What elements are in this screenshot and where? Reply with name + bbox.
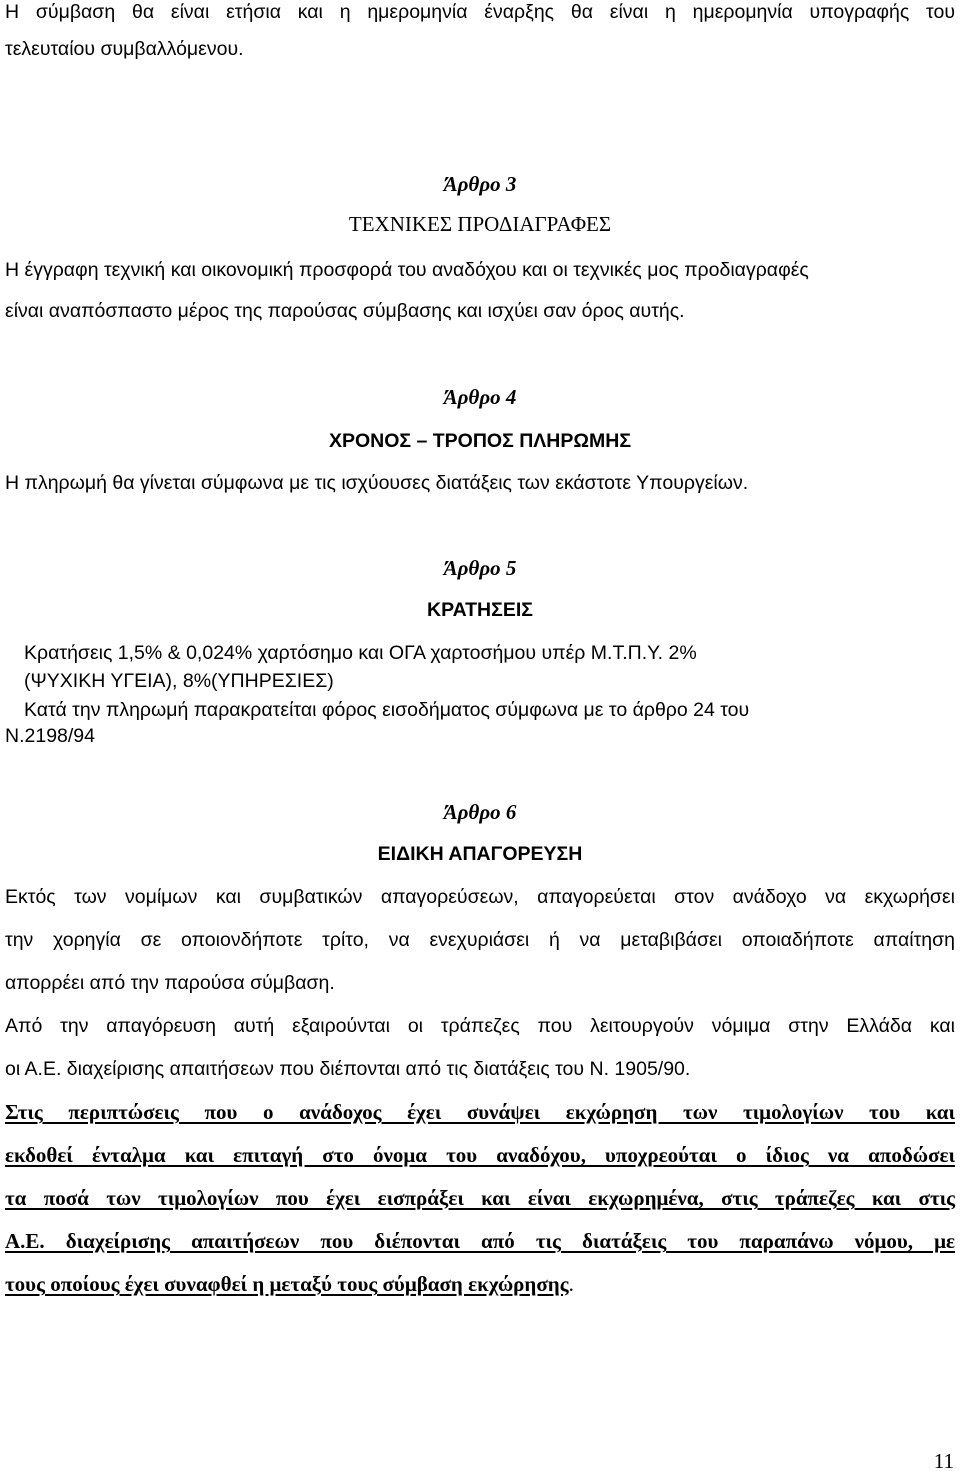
article-5-line-4: Ν.2198/94 xyxy=(5,725,95,747)
article-6-para-3-line-2: εκδοθεί ένταλμα και επιταγή στο όνομα του αναδόχου, υποχρεούται ο ίδιος να αποδώσει xyxy=(5,1143,955,1167)
intro-line-1: Η σύμβαση θα είναι ετήσια και η ημερομηνία έναρξης θα είναι η ημερομηνία υπογραφής του xyxy=(5,1,955,23)
intro-line-2: τελευταίου συμβαλλόμενου. xyxy=(5,38,244,60)
article-3-line-2: είναι αναπόσπαστο μέρος της παρούσας σύμβασης και ισχύει σαν όρος αυτής. xyxy=(5,300,685,322)
article-5-subtitle: ΚΡΑΤΗΣΕΙΣ xyxy=(427,599,533,621)
article-6-para-3-line-4: Α.Ε. διαχείρισης απαιτήσεων που διέπονται από τις διατάξεις του παραπάνω νόμου, με xyxy=(5,1229,955,1253)
article-3-subtitle: ΤΕΧΝΙΚΕΣ ΠΡΟΔΙΑΓΡΑΦΕΣ xyxy=(348,212,612,236)
article-4-subtitle: ΧΡΟΝΟΣ – ΤΡΟΠΟΣ ΠΛΗΡΩΜΗΣ xyxy=(328,430,632,452)
article-6-subtitle: ΕΙΔΙΚΗ ΑΠΑΓΟΡΕΥΣΗ xyxy=(377,843,583,865)
article-5-line-2: (ΨΥΧΙΚΗ ΥΓΕΙΑ), 8%(ΥΠΗΡΕΣΙΕΣ) xyxy=(24,670,334,692)
article-6-para-2-line-2: οι Α.Ε. διαχείρισης απαιτήσεων που διέπονται από τις διατάξεις του Ν. 1905/90. xyxy=(5,1058,691,1080)
article-6-para-1-line-3: απορρέει από την παρούσα σύμβαση. xyxy=(5,972,335,994)
article-4-title: Άρθρο 4 xyxy=(443,385,517,409)
article-6-para-3-line-1: Στις περιπτώσεις που ο ανάδοχος έχει συνάψει εκχώρηση των τιμολογίων του και xyxy=(5,1100,955,1124)
page-number: 11 xyxy=(933,1449,954,1473)
article-6-para-3-line-5-wrap xyxy=(5,1272,574,1297)
article-6-para-1-line-1: Εκτός των νομίμων και συμβατικών απαγορεύσεων, απαγορεύεται στον ανάδοχο να εκχωρήσει xyxy=(5,886,955,908)
article-5-line-3: Κατά την πληρωμή παρακρατείται φόρος εισοδήματος σύμφωνα με το άρθρο 24 του xyxy=(24,699,750,721)
article-3-title: Άρθρο 3 xyxy=(443,172,517,196)
article-6-para-3-line-3: τα ποσά των τιμολογίων που έχει εισπράξει και είναι εκχωρημένα, στις τράπεζες και στις xyxy=(5,1186,955,1210)
article-6-para-2-line-1: Από την απαγόρευση αυτή εξαιρούνται οι τράπεζες που λειτουργούν νόμιμα στην Ελλάδα και xyxy=(5,1015,955,1037)
article-3-line-1: Η έγγραφη τεχνική και οικονομική προσφορά του αναδόχου και οι τεχνικές μος προδιαγραφές xyxy=(5,259,809,281)
article-6-title: Άρθρο 6 xyxy=(443,800,517,824)
article-6-para-3-period: . xyxy=(568,1272,574,1296)
article-4-line-1: Η πληρωμή θα γίνεται σύμφωνα με τις ισχύουσες διατάξεις των εκάστοτε Υπουργείων. xyxy=(5,472,749,494)
article-6-para-3-line-5: τους οποίους έχει συναφθεί η μεταξύ τους σύμβαση εκχώρησης xyxy=(5,1272,569,1296)
article-6-para-1-line-2: την χορηγία σε οποιονδήποτε τρίτο, να ενεχυριάσει ή να μεταβιβάσει οποιαδήποτε απαίτηση xyxy=(5,929,955,951)
article-5-title: Άρθρο 5 xyxy=(443,556,517,580)
article-5-line-1: Κρατήσεις 1,5% & 0,024% χαρτόσημο και ΟΓΑ χαρτοσήμου υπέρ Μ.Τ.Π.Υ. 2% xyxy=(24,642,697,664)
